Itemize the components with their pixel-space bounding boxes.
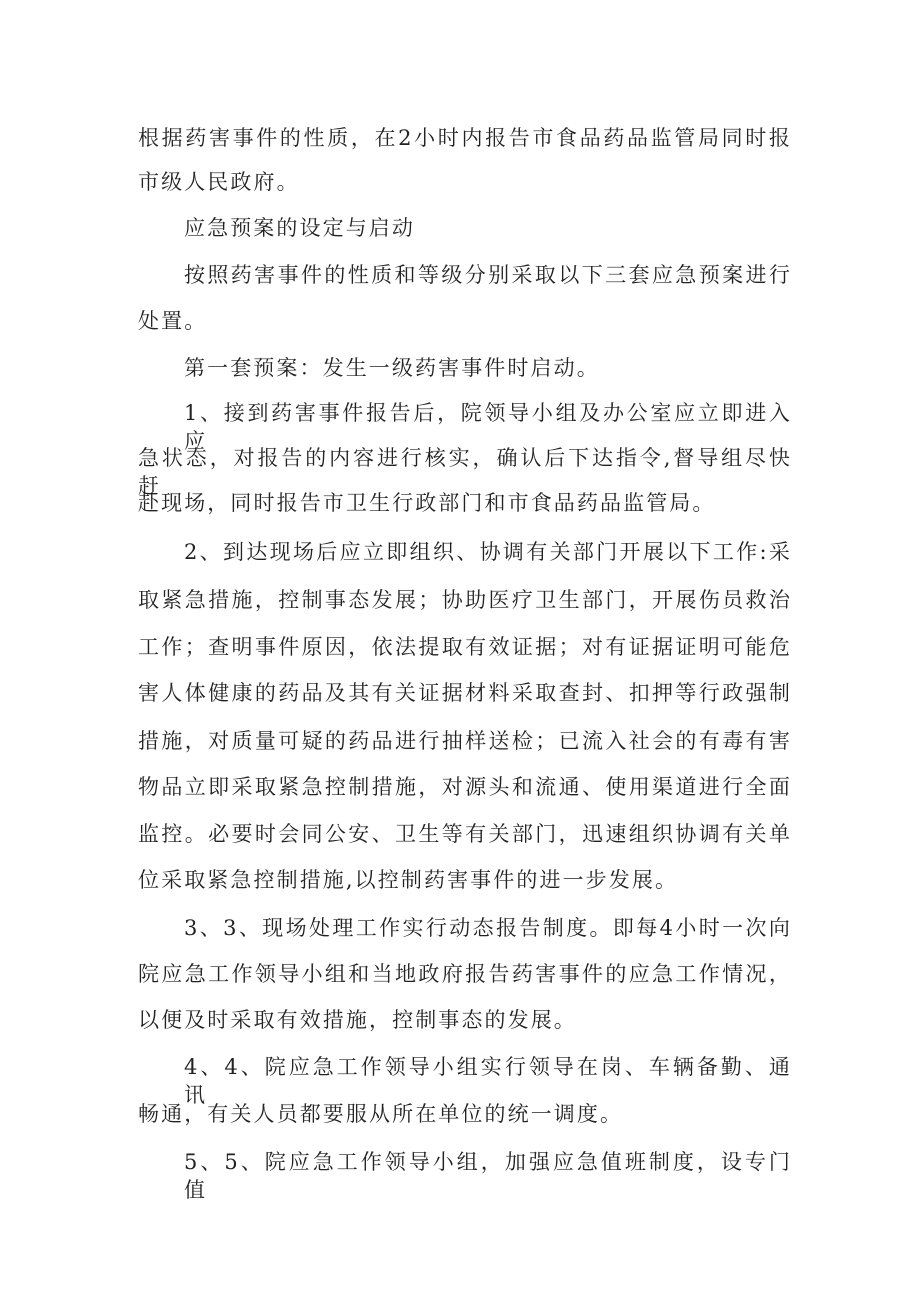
- text-line: 4、4、院应急工作领导小组实行领导在岗、车辆备勤、通讯: [184, 1055, 792, 1107]
- text-line: 监控。必要时会同公安、卫生等有关部门，迅速组织协调有关单: [138, 822, 792, 846]
- text-line: 市级人民政府。: [138, 170, 300, 194]
- text-line: 处置。: [138, 309, 208, 333]
- text-line: 物品立即采取紧急控制措施，对源头和流通、使用渠道进行全面: [138, 775, 792, 799]
- section-heading: 应急预案的设定与启动: [184, 216, 415, 240]
- text-line: 措施，对质量可疑的药品进行抽样送检；已流入社会的有毒有害: [138, 729, 792, 753]
- text-line: 赴现场，同时报告市卫生行政部门和市食品药品监管局。: [138, 491, 716, 515]
- text-line: 取紧急措施，控制事态发展；协助医疗卫生部门，开展伤员救治: [138, 588, 792, 612]
- text-line: 位采取紧急控制措施,以控制药害事件的进一步发展。: [138, 868, 679, 892]
- text-line: 3、3、现场处理工作实行动态报告制度。即每4小时一次向: [184, 916, 792, 940]
- text-line: 院应急工作领导小组和当地政府报告药害事件的应急工作情况，: [138, 962, 792, 986]
- text-line: 急状态，对报告的内容进行核实，确认后下达指令,督导组尽快赶: [138, 446, 792, 498]
- text-line: 以便及时采取有效措施，控制事态的发展。: [138, 1008, 577, 1032]
- text-line: 畅通，有关人员都要服从所在单位的统一调度。: [138, 1102, 624, 1126]
- text-line: 5、5、院应急工作领导小组，加强应急值班制度，设专门值: [184, 1150, 792, 1202]
- text-line: 2、到达现场后应立即组织、协调有关部门开展以下工作:采: [184, 540, 792, 564]
- text-line: 第一套预案：发生一级药害事件时启动。: [184, 356, 600, 380]
- text-line: 按照药害事件的性质和等级分别采取以下三套应急预案进行: [184, 263, 792, 287]
- text-line: 根据药害事件的性质，在2小时内报告市食品药品监管局同时报: [138, 126, 792, 150]
- text-line: 1、接到药害事件报告后，院领导小组及办公室应立即进入应: [184, 401, 792, 453]
- text-line: 害人体健康的药品及其有关证据材料采取查封、扣押等行政强制: [138, 681, 792, 705]
- text-line: 工作；查明事件原因，依法提取有效证据；对有证据证明可能危: [138, 635, 792, 659]
